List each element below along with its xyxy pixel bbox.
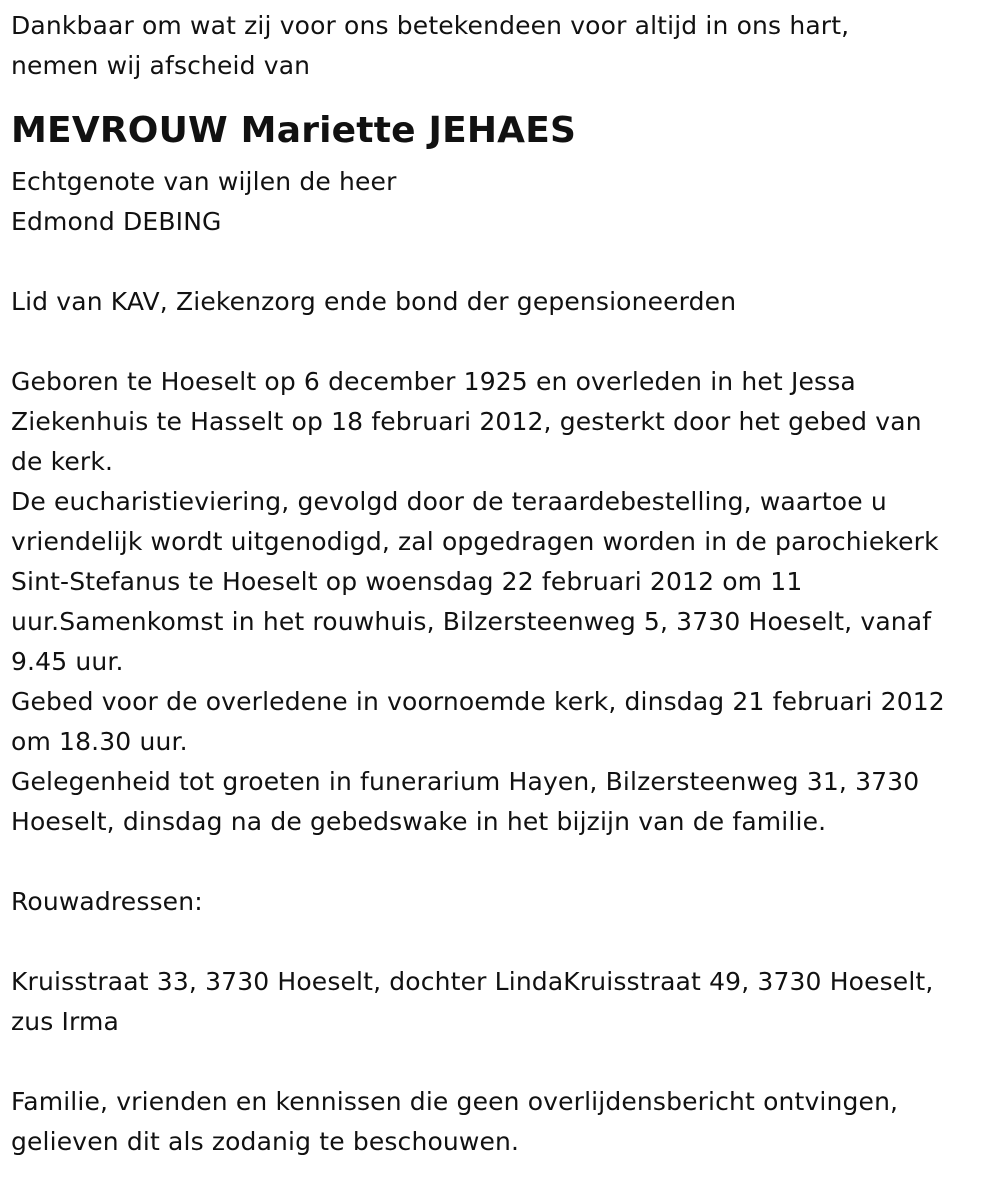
membership-text: Lid van KAV, Ziekenzorg ende bond der gepensioneerden	[11, 287, 737, 316]
spacer	[11, 1042, 996, 1082]
mass-line-1: De eucharistieviering, gevolgd door de teraardebestelling, waartoe u	[11, 487, 887, 516]
visit-line-1: Gelegenheid tot groeten in funerarium Hayen, Bilzersteenweg 31, 3730	[11, 767, 920, 796]
spacer	[11, 242, 996, 282]
mass-line-3: Sint-Stefanus te Hoeselt op woensdag 22 februari 2012 om 11	[11, 567, 803, 596]
spacer	[11, 322, 996, 362]
spouse-line-2: Edmond DEBING	[11, 207, 222, 236]
spouse-line-1: Echtgenote van wijlen de heer	[11, 167, 397, 196]
spacer	[11, 922, 996, 962]
mass-line-4: uur.Samenkomst in het rouwhuis, Bilzersteenweg 5, 3730 Hoeselt, vanaf	[11, 607, 932, 636]
visit-line-2: Hoeselt, dinsdag na de gebedswake in het bijzijn van de familie.	[11, 807, 827, 836]
address-line-1: Kruisstraat 33, 3730 Hoeselt, dochter LindaKruisstraat 49, 3730 Hoeselt,	[11, 967, 934, 996]
mass-line-5: 9.45 uur.	[11, 647, 124, 676]
closing-line-2: gelieven dit als zodanig te beschouwen.	[11, 1127, 520, 1156]
spacer	[11, 842, 996, 882]
mass-line-2: vriendelijk wordt uitgenodigd, zal opgedragen worden in de parochiekerk	[11, 527, 939, 556]
intro-line-1: Dankbaar om wat zij voor ons betekendeen voor altijd in ons hart,	[11, 11, 850, 40]
birth-line-3: de kerk.	[11, 447, 114, 476]
prayer-line-2: om 18.30 uur.	[11, 727, 188, 756]
address-line-2: zus Irma	[11, 1007, 120, 1036]
intro-line-2: nemen wij afscheid van	[11, 51, 311, 80]
birth-line-1: Geboren te Hoeselt op 6 december 1925 en overleden in het Jessa	[11, 367, 856, 396]
addresses-heading: Rouwadressen:	[11, 887, 203, 916]
birth-line-2: Ziekenhuis te Hasselt op 18 februari 2012, gesterkt door het gebed van	[11, 407, 922, 436]
closing-line-1: Familie, vrienden en kennissen die geen overlijdensbericht ontvingen,	[11, 1087, 899, 1116]
death-notice	[11, 6, 996, 1162]
deceased-name: MEVROUW Mariette JEHAES	[11, 110, 577, 151]
prayer-line-1: Gebed voor de overledene in voornoemde kerk, dinsdag 21 februari 2012	[11, 687, 945, 716]
